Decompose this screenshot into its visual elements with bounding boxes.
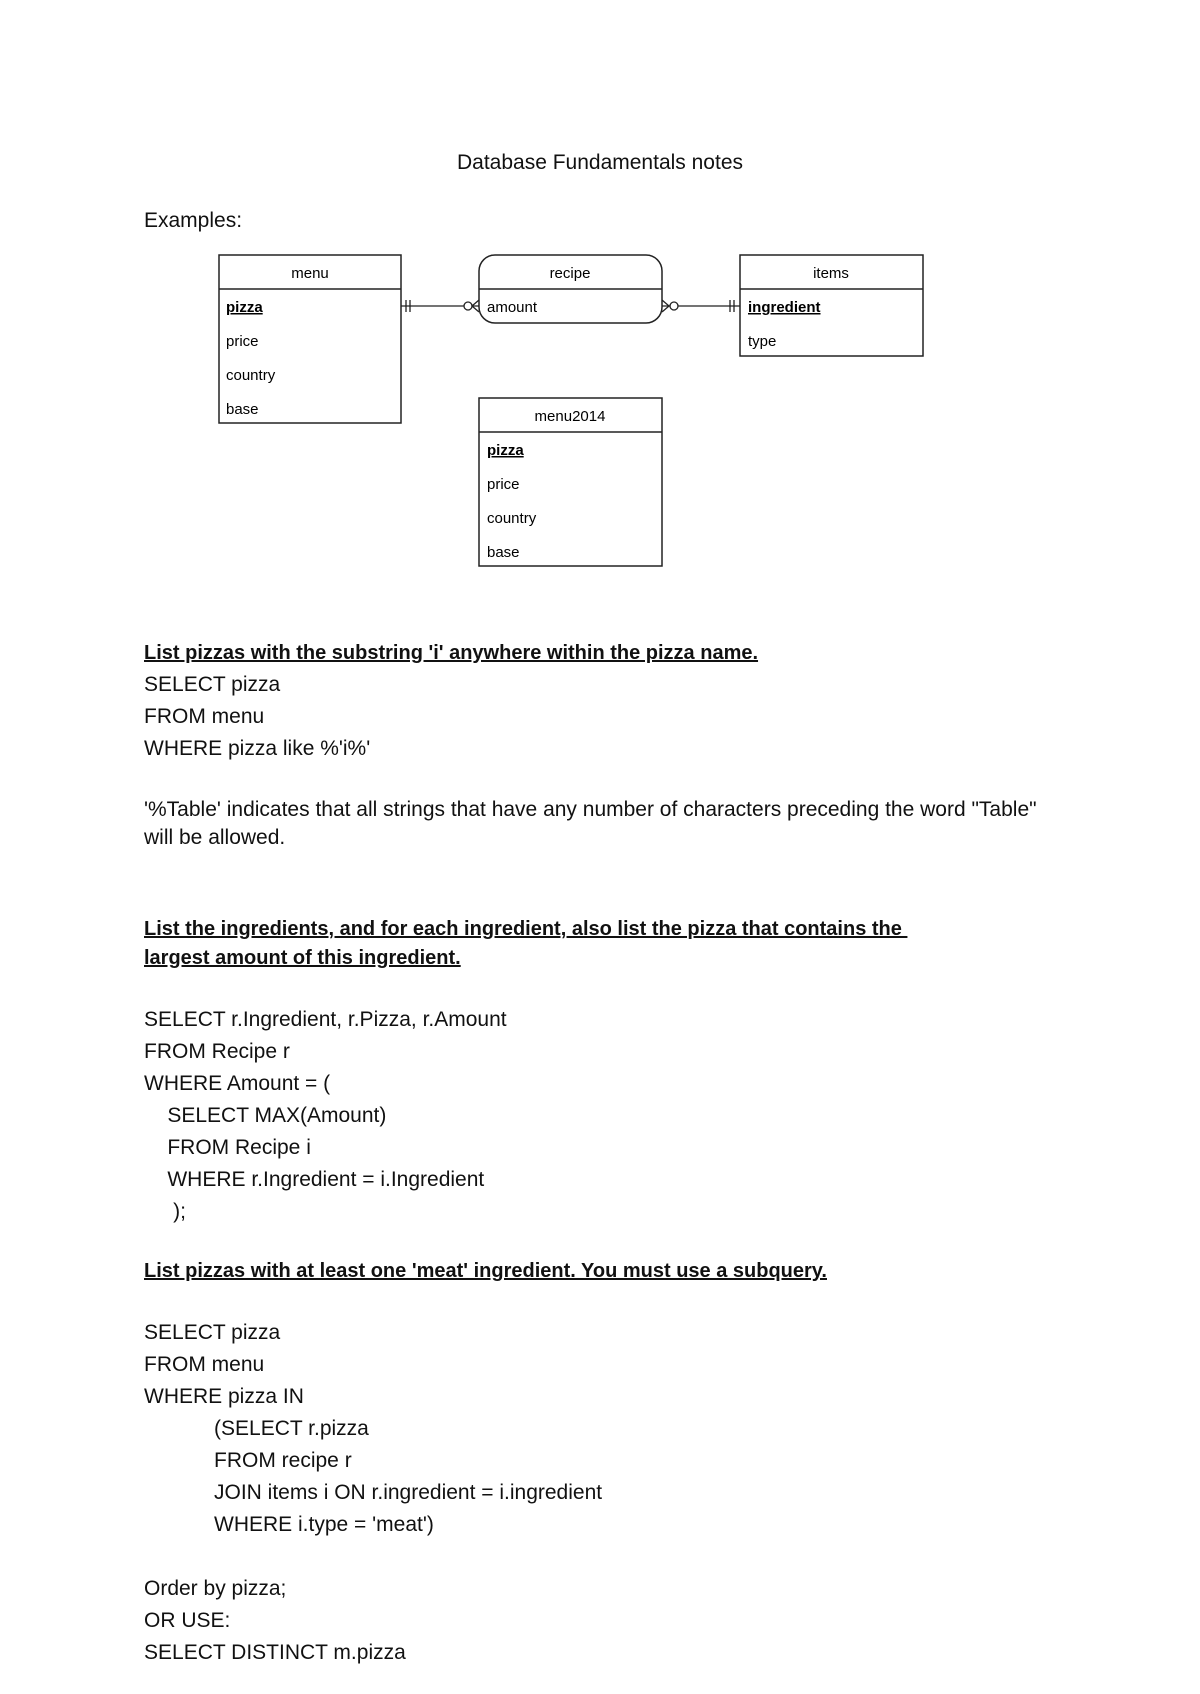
code-line: Order by pizza; xyxy=(144,1577,287,1600)
code-line: WHERE Amount = ( xyxy=(144,1072,331,1095)
er-diagram xyxy=(0,0,1200,600)
entity-items-title: items xyxy=(813,265,849,282)
entity-menu2014-field-country: country xyxy=(487,510,537,527)
entity-items-field-ingredient: ingredient xyxy=(748,299,821,316)
entity-menu xyxy=(219,255,401,423)
code-line: FROM menu xyxy=(144,705,265,728)
code-line: FROM menu xyxy=(144,1353,265,1376)
code-line: WHERE pizza like %'i%' xyxy=(144,737,371,760)
entity-menu-field-base: base xyxy=(226,401,259,418)
examples-label: Examples: xyxy=(144,209,243,232)
code-line: FROM Recipe r xyxy=(144,1040,290,1063)
entity-items-field-type: type xyxy=(748,333,777,350)
code-line: FROM Recipe i xyxy=(144,1136,311,1159)
code-line: JOIN items i ON r.ingredient = i.ingredient xyxy=(144,1481,603,1504)
entity-items xyxy=(740,255,923,356)
section2-heading-line1: List the ingredients, and for each ingredient, also list the pizza that contains the xyxy=(144,918,908,940)
code-line: FROM recipe r xyxy=(144,1449,352,1472)
relationship-menu-recipe xyxy=(401,300,479,312)
section2-heading-line2: largest amount of this ingredient. xyxy=(144,947,461,969)
code-line: WHERE pizza IN xyxy=(144,1385,304,1408)
code-line: WHERE r.Ingredient = i.Ingredient xyxy=(144,1168,485,1191)
entity-menu-field-price: price xyxy=(226,333,259,350)
section1-note: '%Table' indicates that all strings that have any number of characters preceding the word "Table" will be allowed. xyxy=(144,798,1037,849)
code-line: SELECT pizza xyxy=(144,673,281,696)
entity-menu2014 xyxy=(479,398,662,566)
entity-recipe-title: recipe xyxy=(549,265,591,282)
entity-menu2014-field-price: price xyxy=(487,476,520,493)
section1-heading: List pizzas with the substring 'i' anywhere within the pizza name. xyxy=(144,642,759,664)
code-line: ); xyxy=(144,1200,186,1223)
section3-heading: List pizzas with at least one 'meat' ingredient. You must use a subquery. xyxy=(144,1260,827,1282)
entity-menu2014-field-pizza: pizza xyxy=(487,442,524,459)
code-line: SELECT r.Ingredient, r.Pizza, r.Amount xyxy=(144,1008,507,1031)
entity-menu2014-field-base: base xyxy=(487,544,520,561)
entity-menu2014-title: menu2014 xyxy=(534,408,606,425)
relationship-recipe-items xyxy=(662,300,740,312)
code-line: SELECT DISTINCT m.pizza xyxy=(144,1641,406,1664)
entity-menu-field-pizza: pizza xyxy=(226,299,263,316)
entity-recipe-field-amount: amount xyxy=(487,299,538,316)
entity-recipe xyxy=(479,255,662,323)
code-line: WHERE i.type = 'meat') xyxy=(144,1513,434,1536)
code-line: SELECT pizza xyxy=(144,1321,281,1344)
code-line: (SELECT r.pizza xyxy=(144,1417,369,1440)
entity-menu-title: menu xyxy=(291,265,329,282)
entity-menu-field-country: country xyxy=(226,367,276,384)
code-line: SELECT MAX(Amount) xyxy=(144,1104,387,1127)
code-line: OR USE: xyxy=(144,1609,231,1632)
page-title: Database Fundamentals notes xyxy=(456,151,743,174)
